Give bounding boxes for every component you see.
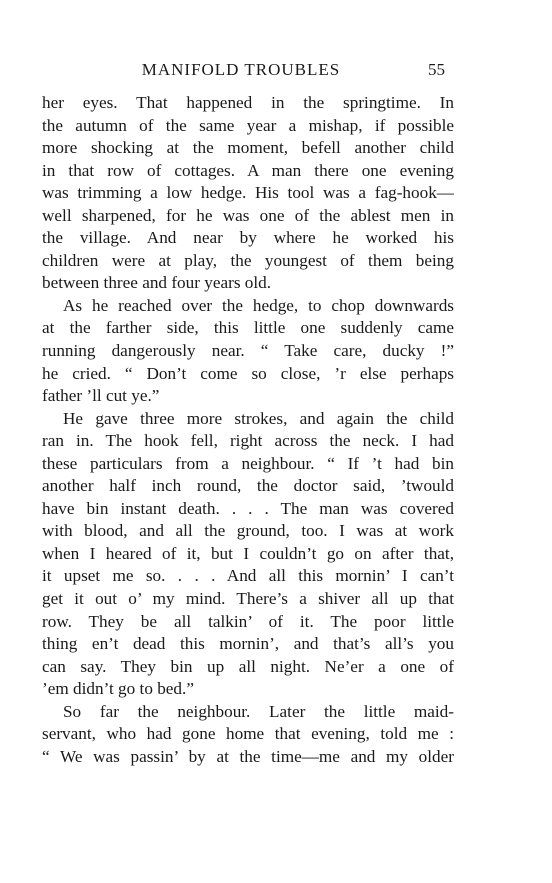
text-line: between three and four years old. xyxy=(42,273,272,293)
page-number: 55 xyxy=(428,60,445,79)
text-line: the autumn of the same year a mishap, if possible xyxy=(42,115,454,135)
text-line: the village. And near by where he worked his xyxy=(42,228,454,248)
text-line: get it out o’ my mind. There’s a shiver all up that xyxy=(42,589,454,609)
body-text xyxy=(42,92,454,768)
text-line: he cried. “ Don’t come so close, ’r else perhaps xyxy=(42,363,454,383)
text-line: As he reached over the hedge, to chop downwards xyxy=(63,295,454,315)
text-line: have bin instant death. . . . The man was covered xyxy=(42,498,454,518)
text-line: with blood, and all the ground, too. I was at work xyxy=(42,521,454,541)
text-line: thing en’t dead this mornin’, and that’s all’s you xyxy=(42,634,454,654)
text-line: running dangerously near. “ Take care, ducky !” xyxy=(42,341,454,361)
text-line: at the farther side, this little one suddenly came xyxy=(42,318,454,338)
text-line: servant, who had gone home that evening, told me : xyxy=(42,724,454,744)
running-title: MANIFOLD TROUBLES xyxy=(141,60,341,79)
text-line: more shocking at the moment, befell another child xyxy=(42,138,454,158)
text-line: He gave three more strokes, and again the child xyxy=(63,408,454,428)
text-line: another half inch round, the doctor said, ’twould xyxy=(42,476,454,496)
text-line: when I heared of it, but I couldn’t go on after that, xyxy=(42,543,454,563)
text-line: children were at play, the youngest of them being xyxy=(42,250,454,270)
text-line: “ We was passin’ by at the time—me and my older xyxy=(42,746,454,766)
text-line: well sharpened, for he was one of the ablest men in xyxy=(42,205,454,225)
text-line: father ’ll cut ye.” xyxy=(42,386,160,406)
text-line: her eyes. That happened in the springtime. In xyxy=(42,93,454,112)
text-line: row. They be all talkin’ of it. The poor little xyxy=(42,611,454,631)
text-line: these particulars from a neighbour. “ If ’t had bin xyxy=(42,453,454,473)
text-line: ran in. The hook fell, right across the neck. I had xyxy=(42,431,454,451)
text-line: it upset me so. . . . And all this mornin’ I can’t xyxy=(42,566,454,586)
text-line: can say. They bin up all night. Ne’er a one of xyxy=(42,656,454,676)
running-head xyxy=(0,60,552,84)
text-line: in that row of cottages. A man there one evening xyxy=(42,160,454,180)
text-line: So far the neighbour. Later the little maid- xyxy=(63,701,454,721)
text-line: was trimming a low hedge. His tool was a fag-hook— xyxy=(42,183,454,203)
text-line: ’em didn’t go to bed.” xyxy=(42,679,194,699)
